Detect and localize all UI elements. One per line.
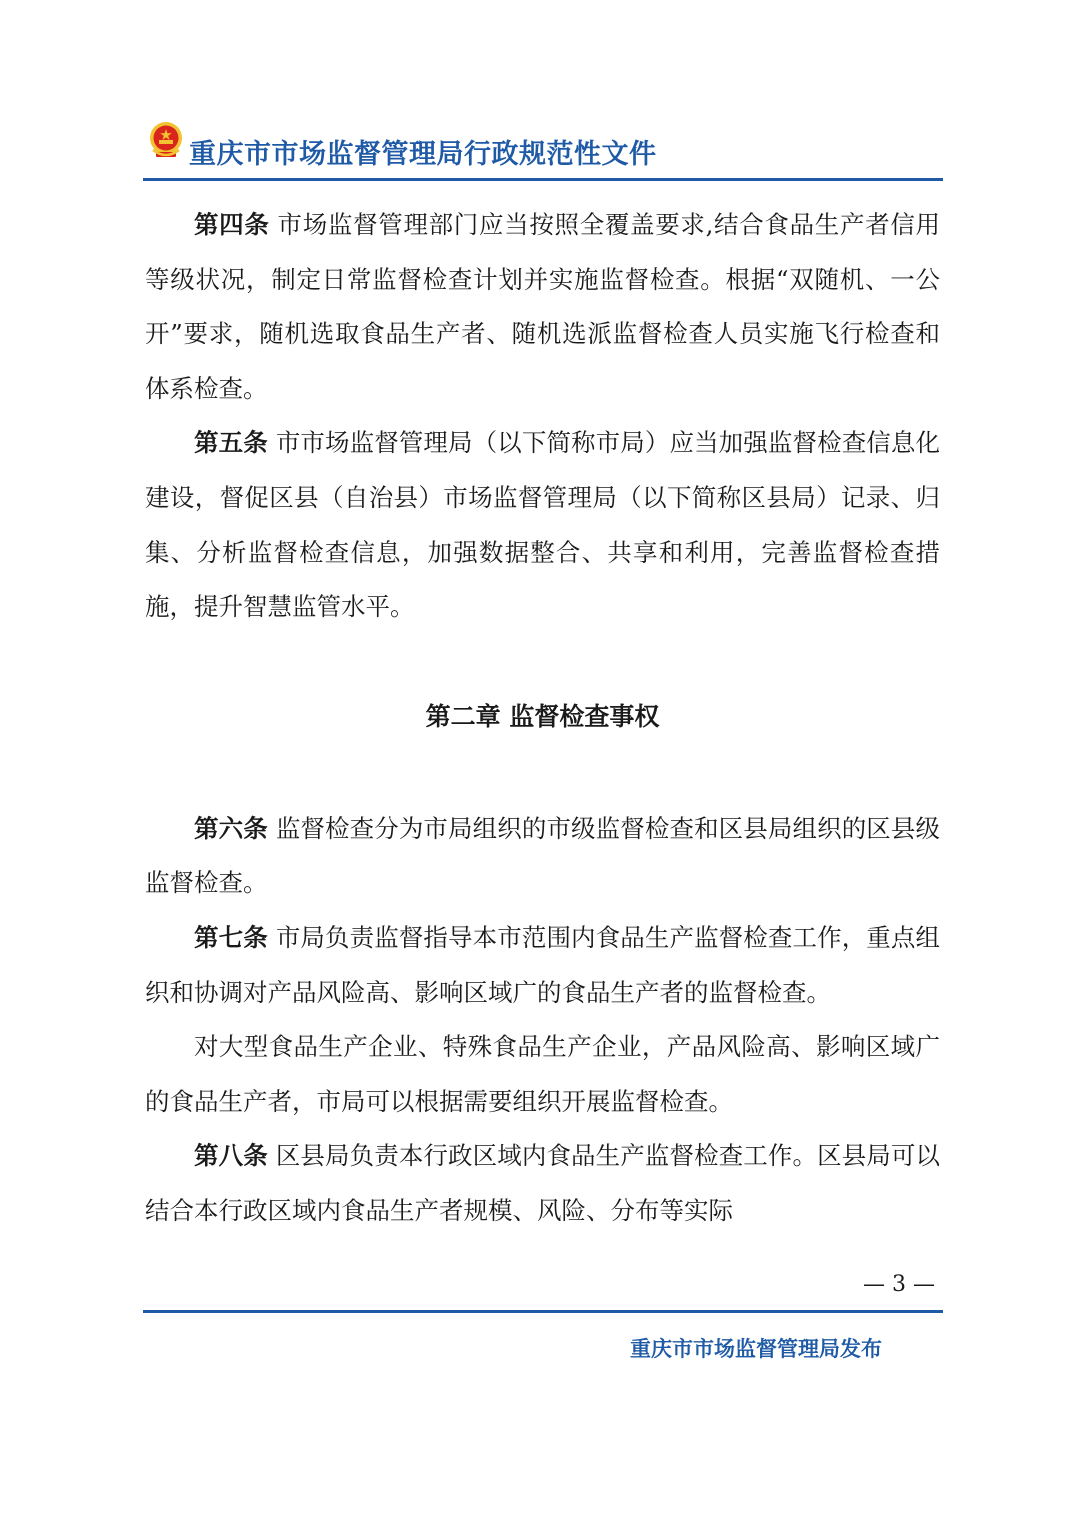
paragraph-text: 对大型食品生产企业、特殊食品生产企业，产品风险高、影响区域广的食品生产者，市局可以根据需要组织开展监督检查。 (145, 1032, 940, 1116)
footer-divider (143, 1310, 943, 1313)
footer-publisher: 重庆市市场监督管理局发布 (630, 1337, 882, 1361)
article-label: 第六条 (194, 813, 268, 843)
document-body (145, 198, 940, 1239)
article-text: 市场监督管理部门应当按照全覆盖要求,结合食品生产者信用等级状况，制定日常监督检查计划并实施监督检查。根据“双随机、一公开”要求，随机选取食品生产者、随机选派监督检查人员实施飞行检查和体系检查。 (145, 210, 940, 403)
page-number: — 3 — (863, 1272, 935, 1297)
article-paragraph (145, 416, 940, 634)
article-paragraph (145, 911, 940, 1020)
article-label: 第五条 (194, 428, 268, 458)
body-paragraph (145, 1020, 940, 1129)
article-label: 第八条 (194, 1141, 268, 1171)
national-emblem-icon (147, 120, 185, 162)
header-divider (143, 178, 943, 181)
article-label: 第七条 (194, 922, 268, 952)
document-header (143, 112, 943, 182)
article-text: 市市场监督管理局（以下简称市局）应当加强监督检查信息化建设，督促区县（自治县）市场监督管理局（以下简称区县局）记录、归集、分析监督检查信息，加强数据整合、共享和利用，完善监督检查措施，提升智慧监管水平。 (145, 428, 940, 622)
article-text: 区县局负责本行政区域内食品生产监督检查工作。区县局可以结合本行政区域内食品生产者规模、风险、分布等实际 (145, 1141, 940, 1225)
chapter-heading: 第二章 监督检查事权 (425, 701, 660, 731)
article-text: 监督检查分为市局组织的市级监督检查和区县局组织的区县级监督检查。 (145, 813, 940, 898)
article-paragraph (145, 1129, 940, 1238)
article-text: 市局负责监督指导本市范围内食品生产监督检查工作，重点组织和协调对产品风险高、影响区域广的食品生产者的监督检查。 (145, 922, 940, 1007)
header-title: 重庆市市场监督管理局行政规范性文件 (189, 139, 657, 170)
article-paragraph (145, 198, 940, 416)
article-label: 第四条 (194, 210, 270, 239)
article-paragraph (145, 802, 940, 911)
